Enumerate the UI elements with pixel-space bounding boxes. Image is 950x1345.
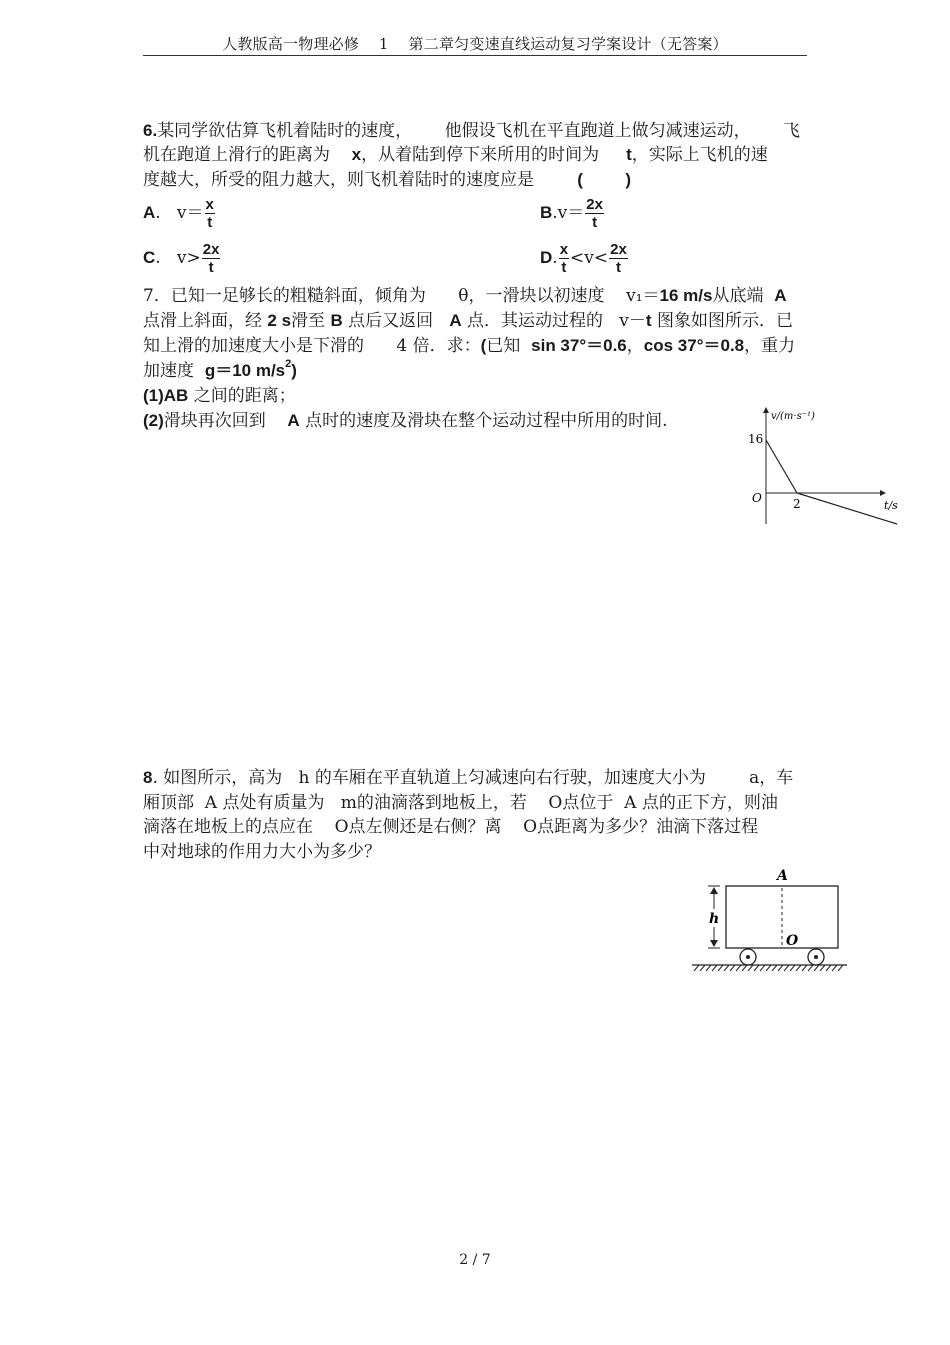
origin-label: O	[752, 491, 762, 505]
right-wheel-axle	[814, 955, 818, 959]
downward-phase-line	[797, 493, 897, 524]
q6-option-a: A. v＝ $\frac{x}{t}$	[143, 196, 214, 231]
fraction: $\frac{2x}{t}$	[586, 196, 603, 231]
height-arrowhead-down	[710, 940, 718, 947]
x-tick-label: 2	[793, 497, 801, 511]
q7-line2: 点滑上斜面，经 2 s滑至 B 点后又返回 A 点．其运动过程的 v－t 图象如图所示．已	[143, 311, 793, 331]
q8-line2: 厢顶部 A 点处有质量为 m的油滴落到地板上，若 O点位于 A 点的正下方，则油	[143, 793, 778, 813]
fraction: $\frac{x}{t}$	[559, 241, 569, 276]
q8-line1: 8. 如图所示，高为 h 的车厢在平直轨道上匀减速向右行驶，加速度大小为 a，车	[143, 768, 794, 788]
q7-part2: (2)滑块再次回到 A 点时的速度及滑块在整个运动过程中所用的时间.	[143, 411, 668, 431]
q7-line3: 知上滑的加速度大小是下滑的 4 倍．求：(已知 sin 37°＝0.6，cos 37°＝0.8，重力	[143, 336, 796, 356]
q6-number: 6.	[143, 121, 158, 140]
left-wheel-axle	[746, 955, 750, 959]
q6-line1: 6.某同学欲估算飞机着陆时的速度， 他假设飞机在平直跑道上做匀减速运动， 飞	[143, 121, 801, 141]
y-axis-label: v/(m·s⁻¹)	[771, 411, 815, 422]
height-arrowhead-up	[710, 887, 718, 894]
upward-phase-line	[766, 440, 797, 493]
fraction: $\frac{2x}{t}$	[610, 241, 627, 276]
vt-graph	[745, 400, 910, 530]
q6-option-c: C. v> $\frac{2x}{t}$	[143, 241, 220, 276]
q8-line4: 中对地球的作用力大小为多少？	[143, 842, 381, 862]
ground-hatching	[694, 965, 843, 971]
q6-line2: 机在跑道上滑行的距离为 x，从着陆到停下来所用的时间为 t，实际上飞机的速	[143, 145, 768, 165]
height-label: h	[709, 911, 720, 927]
q7-part1: (1)AB 之间的距离；	[143, 386, 296, 406]
q6-option-d: D. $\frac{x}{t}$ <v< $\frac{2x}{t}$	[540, 241, 627, 276]
page-number: 2 / 7	[459, 1252, 491, 1268]
q6-option-b: B.v＝ $\frac{2x}{t}$	[540, 196, 603, 231]
q8-line3: 滴落在地板上的点应在 O点左侧还是右侧？离 O点距离为多少？油滴下落过程	[143, 817, 759, 837]
x-axis-label: t/s	[884, 499, 898, 512]
point-o-label: O	[786, 933, 799, 949]
fraction: $\frac{2x}{t}$	[202, 241, 220, 276]
page-header: 人教版高一物理必修 1 第二章匀变速直线运动复习学案设计（无答案）	[222, 35, 728, 53]
point-a-label: A	[777, 868, 788, 884]
header-divider	[143, 55, 807, 56]
q6-line3: 度越大，所受的阻力越大，则飞机着陆时的速度应是 ( )	[143, 170, 632, 190]
cart-diagram	[690, 865, 855, 975]
q7-line4: 加速度 g＝10 $m/s^2$)	[143, 358, 297, 381]
q7-line1: 7．已知一足够长的粗糙斜面，倾角为 θ，一滑块以初速度 v₁＝16 m/s从底端 A	[143, 286, 787, 306]
fraction: $\frac{x}{t}$	[205, 196, 214, 231]
y-tick-label: 16	[748, 432, 764, 446]
